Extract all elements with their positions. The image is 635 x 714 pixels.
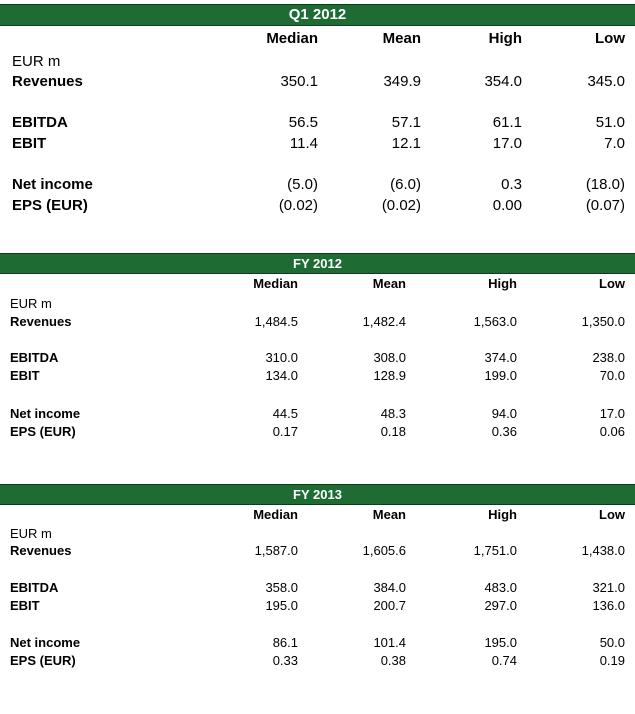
row-label: Net income: [12, 176, 93, 193]
row-label: EBITDA: [10, 350, 59, 365]
table-cell: 321.0: [592, 580, 625, 595]
table-cell: 1,482.4: [362, 314, 406, 329]
table-cell: 297.0: [484, 598, 517, 613]
column-header: Mean: [372, 507, 406, 522]
table-cell: 48.3: [380, 406, 406, 421]
table-cell: 0.33: [272, 653, 298, 668]
table-cell: 86.1: [272, 635, 298, 650]
table-cell: 483.0: [484, 580, 517, 595]
row-label: Net income: [10, 635, 81, 650]
column-header: Median: [253, 276, 298, 291]
section-title-banner: FY 2013: [0, 484, 635, 505]
table-cell: (6.0): [390, 176, 421, 193]
table-section: [0, 253, 635, 483]
row-label: EPS (EUR): [10, 424, 76, 439]
column-header: Median: [266, 30, 318, 47]
column-header: High: [488, 507, 517, 522]
table-cell: 349.9: [383, 73, 421, 90]
column-header: Median: [253, 507, 298, 522]
unit-label: EUR m: [12, 53, 61, 70]
unit-label: EUR m: [10, 526, 52, 541]
row-label: Revenues: [10, 314, 72, 329]
table-cell: 0.3: [501, 176, 522, 193]
column-header: Mean: [372, 276, 406, 291]
table-cell: 51.0: [595, 114, 625, 131]
table-cell: 308.0: [373, 350, 406, 365]
table-cell: 17.0: [492, 135, 522, 152]
row-label: Revenues: [10, 543, 72, 558]
table-section: [0, 4, 635, 234]
table-cell: 12.1: [391, 135, 421, 152]
table-cell: 0.06: [599, 424, 625, 439]
table-cell: 0.36: [491, 424, 517, 439]
table-cell: 17.0: [599, 406, 625, 421]
table-cell: 1,587.0: [254, 543, 298, 558]
table-cell: 134.0: [265, 368, 298, 383]
table-cell: 350.1: [280, 73, 318, 90]
row-label: EBITDA: [10, 580, 59, 595]
table-cell: 200.7: [373, 598, 406, 613]
column-header: Low: [599, 276, 625, 291]
table-cell: 374.0: [484, 350, 517, 365]
table-cell: 0.17: [272, 424, 298, 439]
table-cell: 0.19: [599, 653, 625, 668]
table-cell: 238.0: [592, 350, 625, 365]
table-cell: 0.38: [380, 653, 406, 668]
table-cell: (0.07): [585, 197, 625, 214]
table-cell: 0.18: [380, 424, 406, 439]
row-label: EBIT: [12, 135, 47, 152]
row-label: Net income: [10, 406, 81, 421]
table-cell: 61.1: [492, 114, 522, 131]
row-label: EPS (EUR): [12, 197, 88, 214]
table-cell: (18.0): [585, 176, 625, 193]
table-cell: 310.0: [265, 350, 298, 365]
table-cell: 70.0: [599, 368, 625, 383]
table-cell: 44.5: [272, 406, 298, 421]
table-cell: 1,484.5: [254, 314, 298, 329]
row-label: EBIT: [10, 598, 40, 613]
table-cell: 136.0: [592, 598, 625, 613]
column-header: Low: [599, 507, 625, 522]
table-cell: 0.74: [491, 653, 517, 668]
table-cell: 11.4: [289, 135, 318, 152]
table-cell: 50.0: [599, 635, 625, 650]
table-cell: (0.02): [278, 197, 318, 214]
table-section: [0, 484, 635, 714]
table-cell: 1,605.6: [362, 543, 406, 558]
table-cell: (5.0): [287, 176, 318, 193]
section-title-banner: FY 2012: [0, 253, 635, 274]
table-cell: 0.00: [492, 197, 522, 214]
row-label: Revenues: [12, 73, 83, 90]
row-label: EBITDA: [12, 114, 68, 131]
column-header: High: [488, 30, 522, 47]
table-cell: 128.9: [373, 368, 406, 383]
table-cell: 195.0: [265, 598, 298, 613]
table-cell: 384.0: [373, 580, 406, 595]
table-cell: 56.5: [288, 114, 318, 131]
table-cell: 7.0: [604, 135, 625, 152]
row-label: EPS (EUR): [10, 653, 76, 668]
table-cell: 354.0: [484, 73, 522, 90]
column-header: High: [488, 276, 517, 291]
table-cell: 195.0: [484, 635, 517, 650]
table-cell: 1,438.0: [581, 543, 625, 558]
table-cell: 358.0: [265, 580, 298, 595]
table-cell: 94.0: [491, 406, 517, 421]
row-label: EBIT: [10, 368, 40, 383]
table-cell: 1,751.0: [473, 543, 517, 558]
section-title-banner: Q1 2012: [0, 4, 635, 26]
table-cell: 345.0: [587, 73, 625, 90]
table-cell: 199.0: [484, 368, 517, 383]
table-cell: (0.02): [381, 197, 421, 214]
table-cell: 1,350.0: [581, 314, 625, 329]
table-cell: 1,563.0: [473, 314, 517, 329]
column-header: Mean: [382, 30, 421, 47]
table-cell: 57.1: [391, 114, 421, 131]
unit-label: EUR m: [10, 296, 52, 311]
table-cell: 101.4: [373, 635, 406, 650]
column-header: Low: [595, 30, 625, 47]
